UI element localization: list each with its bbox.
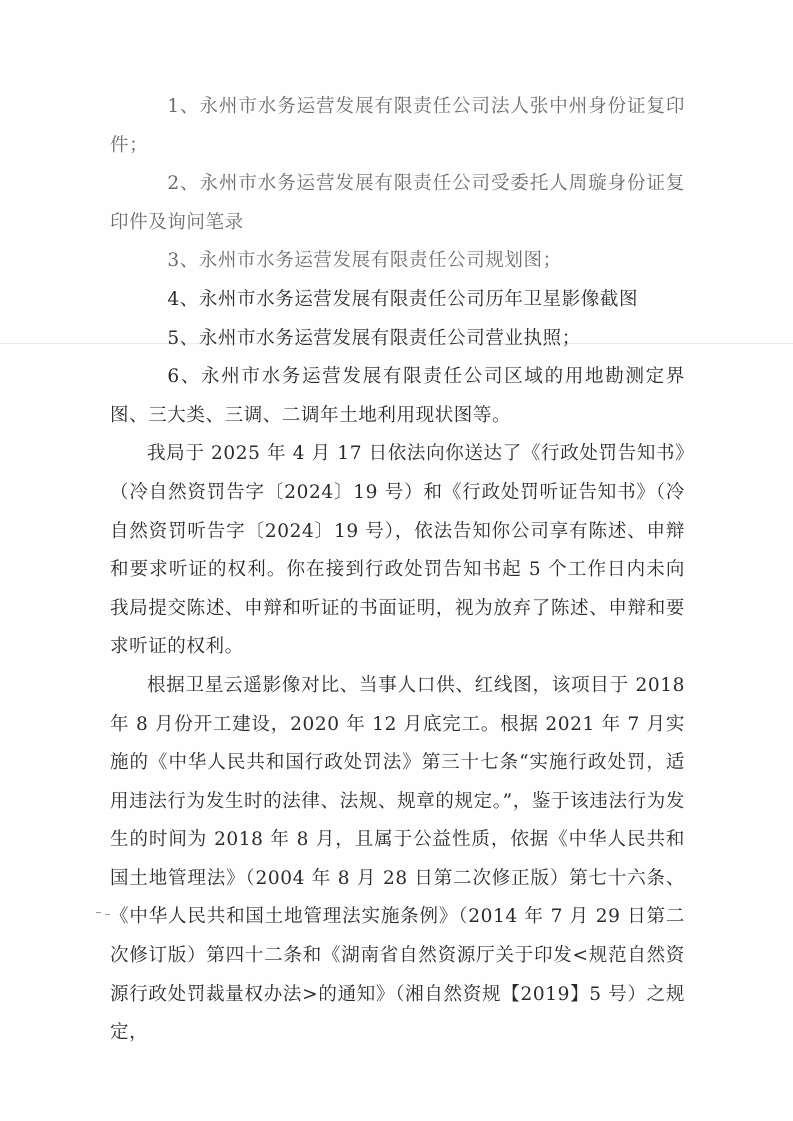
attachment-item-6: 6、永州市水务运营发展有限责任公司区域的用地勘测定界图、三大类、三调、二调年土地利用现状图等。: [110, 366, 685, 426]
scan-artifact-mark: [96, 912, 101, 913]
attachment-item-2: 2、永州市水务运营发展有限责任公司受委托人周璇身份证复印件及询问笔录: [110, 173, 685, 233]
notice-paragraph: 我局于 2025 年 4 月 17 日依法向你送达了《行政处罚告知书》（冷自然资罚告字〔2024〕19 号）和《行政处罚听证告知书》（冷自然资罚听告字〔2024〕19 号），依法告知你公司享有陈述、申辩和要求听证的权利。你在接到行政处罚告知书起 5 个工作日内未向我局提交陈述、申辩和听证的书面证明，视为放弃了陈述、申辩和要求听证的权利。: [110, 443, 685, 658]
attachment-item-4: 4、永州市水务运营发展有限责任公司历年卫星影像截图: [167, 288, 639, 310]
attachment-item-1: 1、永州市水务运营发展有限责任公司法人张中州身份证复印件；: [110, 96, 685, 156]
document-body: [110, 88, 685, 1053]
legal-basis-paragraph: 根据卫星云遥影像对比、当事人口供、红线图，该项目于 2018 年 8 月份开工建设，2020 年 12 月底完工。根据 2021 年 7 月实施的《中华人民共和国行政处罚法》第三十七条“实施行政处罚，适用违法行为发生时的法律、法规、规章的规定。”，鉴于该违法行为发生的时间为 2018 年 8 月，且属于公益性质，依据《中华人民共和国土地管理法》（2004 年 8 月 28 日第二次修正版）第七十六条、《中华人民共和国土地管理法实施条例》（2014 年 7 月 29 日第二次修订版）第四十二条和《湖南省自然资源厅关于印发<规范自然资源行政处罚裁量权办法>的通知》（湘自然资规【2019】5 号）之规定，: [110, 674, 685, 1044]
attachment-item-3: 3、永州市水务运营发展有限责任公司规划图；: [167, 250, 562, 272]
attachment-item-5: 5、永州市水务运营发展有限责任公司营业执照；: [167, 327, 581, 349]
